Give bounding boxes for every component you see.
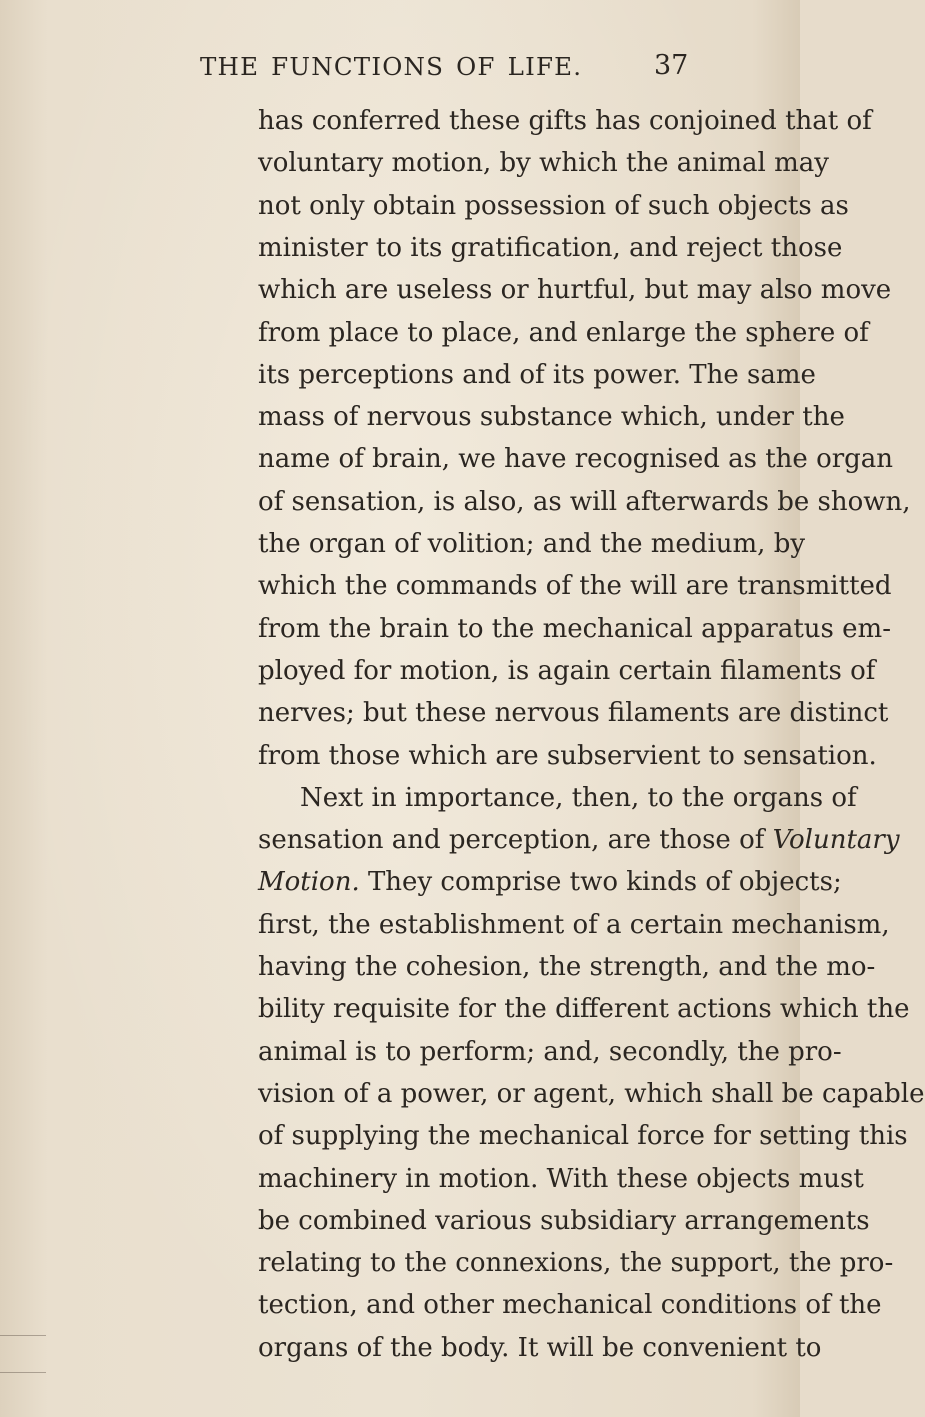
text-line: relating to the connexions, the support, the pro- <box>258 1248 894 1279</box>
text-line: its perceptions and of its power. The same <box>258 359 816 390</box>
text-line: tection, and other mechanical conditions of the <box>258 1290 882 1321</box>
text-line: from the brain to the mechanical apparatus em- <box>258 613 891 644</box>
text-line: of supplying the mechanical force for setting this <box>258 1121 908 1152</box>
text-line: voluntary motion, by which the animal may <box>258 148 829 179</box>
text-line: has conferred these gifts has conjoined that of <box>258 106 872 136</box>
text-line: of sensation, is also, as will afterwards be shown, <box>258 486 911 517</box>
page-edge-mark <box>0 1335 46 1336</box>
running-head: THE FUNCTIONS OF LIFE. <box>200 52 583 81</box>
text-line: be combined various subsidiary arrangements <box>258 1205 870 1236</box>
text-line: name of brain, we have recognised as the organ <box>258 444 894 475</box>
text-line: animal is to perform; and, secondly, the pro- <box>258 1036 842 1067</box>
text-line: machinery in motion. With these objects must <box>258 1163 864 1194</box>
text-line: which are useless or hurtful, but may also move <box>258 275 892 306</box>
text-line: vision of a power, or agent, which shall be capable <box>258 1078 925 1109</box>
italic-emphasis: Voluntary <box>772 825 900 856</box>
text-line: from those which are subservient to sensation. <box>258 740 877 771</box>
text-line: bility requisite for the different actions which the <box>258 994 910 1025</box>
text-line: Motion. They comprise two kinds of objects; <box>258 867 842 898</box>
page-number: 37 <box>654 50 689 81</box>
text-line: nerves; but these nervous filaments are distinct <box>258 698 889 729</box>
text-line: Next in importance, then, to the organs of <box>300 782 857 813</box>
text-line: not only obtain possession of such objects as <box>258 190 849 221</box>
text-line: from place to place, and enlarge the sphere of <box>258 317 869 348</box>
italic-emphasis: Motion. <box>258 867 360 898</box>
text-line: which the commands of the will are transmitted <box>258 571 892 602</box>
text-line: first, the establishment of a certain mechanism, <box>258 909 890 940</box>
text-line: sensation and perception, are those of Voluntary <box>258 825 900 856</box>
text-line: having the cohesion, the strength, and the mo- <box>258 952 876 982</box>
text-line: mass of nervous substance which, under the <box>258 402 845 433</box>
page-edge-mark <box>0 1372 46 1373</box>
text-line: minister to its gratification, and reject those <box>258 232 843 263</box>
text-line: ployed for motion, is again certain filaments of <box>258 655 876 686</box>
text-line: the organ of volition; and the medium, by <box>258 529 806 559</box>
text-line: organs of the body. It will be convenient to <box>258 1332 822 1363</box>
page-header <box>0 50 800 90</box>
